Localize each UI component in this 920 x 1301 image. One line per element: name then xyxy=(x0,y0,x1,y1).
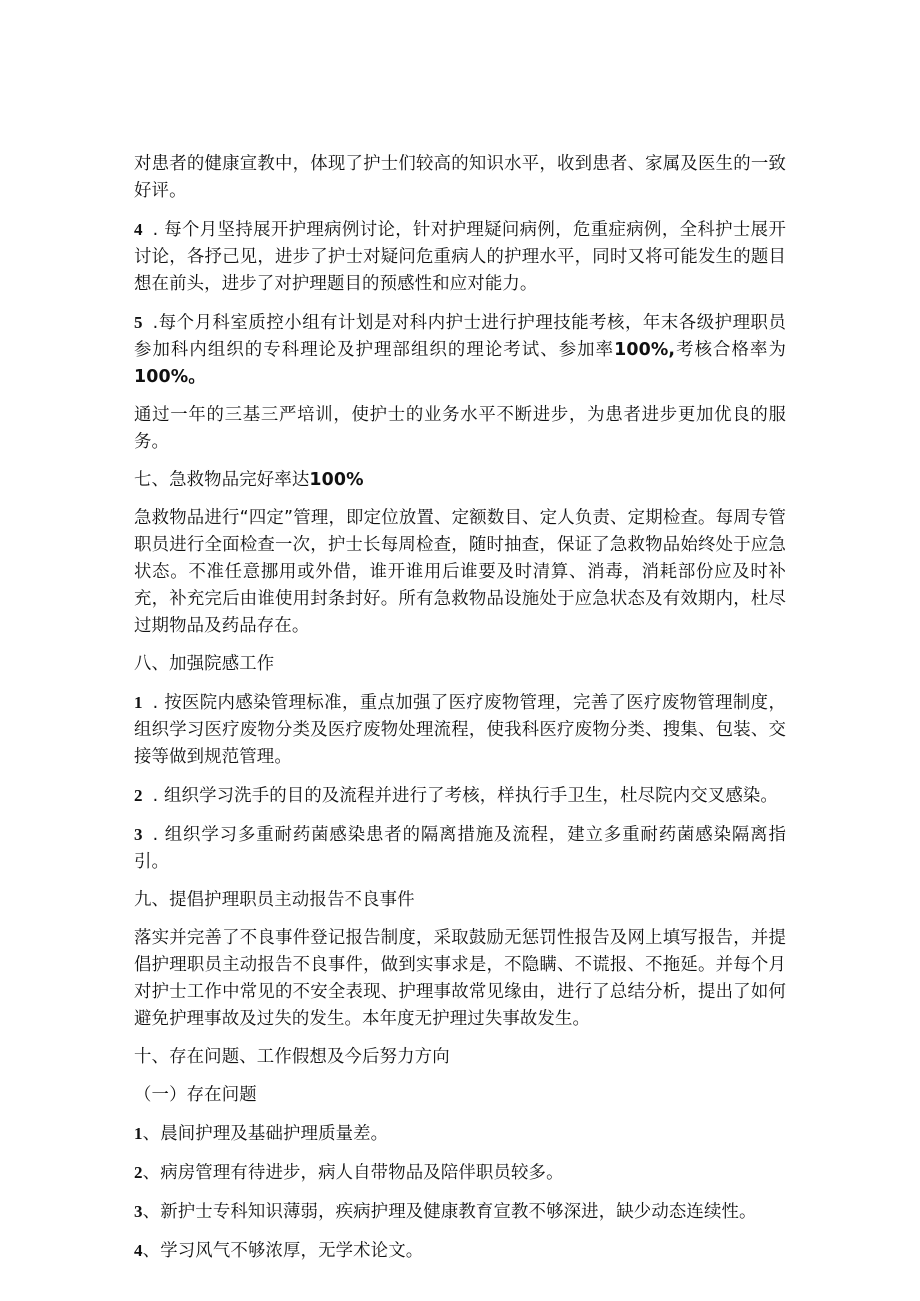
problem-item xyxy=(134,1237,786,1265)
item-text: 、学习风气不够浓厚，无学术论文。 xyxy=(142,1241,424,1261)
item-text: 、病房管理有待进步，病人自带物品及陪伴职员较多。 xyxy=(142,1163,564,1183)
item-number: 5 xyxy=(134,313,143,332)
emergency-paragraph: 急救物品进行“四定”管理，即定位放置、定额数目、定人负责、定期检查。每周专管职员进行全面检查一次，护士长每周检查，随时抽查，保证了急救物品始终处于应急状态。不准任意挪用或外借，谁开谁用后谁要及时清算、消毒，消耗部份应及时补充，补充完后由谁使用封条封好。所有急救物品设施处于应急状态及有效期内，杜尽过期物品及药品存在。 xyxy=(134,508,786,636)
item-number: 4 xyxy=(134,1241,143,1260)
item-number: 4 xyxy=(134,220,143,239)
list-item xyxy=(134,689,786,771)
subsection-heading: （一）存在问题 xyxy=(134,1085,257,1105)
participation-rate: 100%, xyxy=(614,340,676,360)
list-item xyxy=(134,782,786,810)
item-number: 3 xyxy=(134,1202,143,1221)
document-body xyxy=(134,151,786,1276)
pass-rate: 100%。 xyxy=(134,367,206,387)
list-item-5 xyxy=(134,309,786,391)
item-text: . 按医院内感染管理标准，重点加强了医疗废物管理，完善了医疗废物管理制度，组织学习医疗废物分类及医疗废物处理流程，使我科医疗废物分类、搜集、包装、交接等做到规范管理。 xyxy=(134,693,786,767)
section-heading-8: 八、加强院感工作 xyxy=(134,654,275,674)
item-text: .每个月科室质控小组有计划是对科内护士进行护理技能考核，年末各级护理职员参加科内组织的专科理论及护理部组织的理论考试、参加率 xyxy=(134,313,786,360)
item-number: 2 xyxy=(134,786,143,805)
item-number: 2 xyxy=(134,1163,143,1182)
item-text: . 每个月坚持展开护理病例讨论，针对护理疑问病例，危重症病例，全科护士展开讨论，各抒己见，进步了护士对疑问危重病人的护理水平，同时又将可能发生的题目想在前头，进步了对护理题目的预感性和应对能力。 xyxy=(134,220,786,294)
list-item xyxy=(134,821,786,876)
item-text: 、晨间护理及基础护理质量差。 xyxy=(142,1124,389,1144)
heading-rate: 100% xyxy=(309,470,364,490)
item-number: 1 xyxy=(134,693,143,712)
section-heading-7 xyxy=(134,467,786,494)
problem-item xyxy=(134,1198,786,1226)
section-heading-10: 十、存在问题、工作假想及今后努力方向 xyxy=(134,1047,450,1067)
intro-paragraph: 对患者的健康宣教中，体现了护士们较高的知识水平，收到患者、家属及医生的一致好评。 xyxy=(134,154,786,201)
training-paragraph: 通过一年的三基三严培训，使护士的业务水平不断进步，为患者进步更加优良的服务。 xyxy=(134,405,786,452)
item-number: 1 xyxy=(134,1124,143,1143)
list-item-4 xyxy=(134,216,786,298)
item-text: . 组织学习洗手的目的及流程并进行了考核，样执行手卫生，杜尽院内交叉感染。 xyxy=(152,786,778,806)
problem-item xyxy=(134,1120,786,1148)
heading-text: 七、急救物品完好率达 xyxy=(134,470,310,490)
section-heading-9: 九、提倡护理职员主动报告不良事件 xyxy=(134,890,415,910)
adverse-events-paragraph: 落实并完善了不良事件登记报告制度，采取鼓励无惩罚性报告及网上填写报告，并提倡护理职员主动报告不良事件，做到实事求是，不隐瞒、不谎报、不拖延。并每个月对护士工作中常见的不安全表现、护理事故常见缘由，进行了总结分析，提出了如何避免护理事故及过失的发生。本年度无护理过失事故发生。 xyxy=(134,928,786,1029)
item-text-cont: 考核合格率为 xyxy=(675,340,786,360)
item-text: . 组织学习多重耐药菌感染患者的隔离措施及流程，建立多重耐药菌感染隔离指引。 xyxy=(134,825,786,872)
item-number: 3 xyxy=(134,825,143,844)
problem-item xyxy=(134,1159,786,1187)
item-text: 、新护士专科知识薄弱，疾病护理及健康教育宣教不够深进，缺少动态连续性。 xyxy=(142,1202,757,1222)
